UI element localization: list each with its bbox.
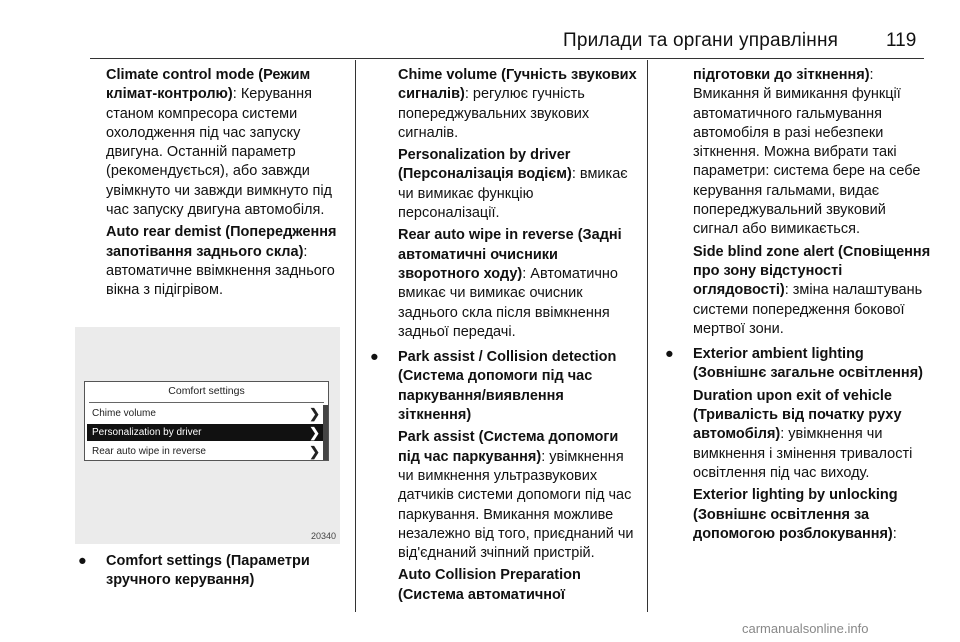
personalization-paragraph [398,146,638,223]
column-1 [106,66,346,304]
auto-collision-paragraph [398,566,638,605]
park-assist-heading: Park assist / Collision detection (Система допомоги під час паркування/виявлення зіткнення) [398,349,617,424]
display-screen [84,381,329,461]
chevron-right-icon: ❯ [309,444,320,459]
menu-row-rear-wipe[interactable] [87,443,324,460]
comfort-settings-figure [75,327,340,544]
menu-row-personalization[interactable] [87,424,324,441]
park-assist-term: Park assist (Система допомоги під час паркування) [398,429,619,465]
screen-title-rule [89,402,324,403]
chevron-right-icon: ❯ [309,406,320,421]
rear-demist-description: : автоматичне ввімкнення заднього вікна з підігрівом. [106,243,335,299]
unlock-lighting-paragraph [693,486,933,544]
column-divider-1 [355,60,356,612]
auto-collision-description: : Вмикання й вимикання функції автоматичного гальмування автомобіля в разі небезпеки зіткнення. Можна вибрати такі параметри: система бере на себе керування гальмами, видає попереджувальний звуковий сигнал або вимикається. [693,67,921,238]
park-assist-paragraph [398,428,638,563]
page-number: 119 [886,30,917,51]
blind-zone-description: : зміна налаштувань системи попередження бокової мертвої зони. [693,282,923,337]
climate-mode-description: : Керування станом компресора системи охолодження під час запуску двигуна. Останній параметр (рекомендується), або завжди увімкнуто чи завжди вимкнуто під час запуску двигуна автомобіля. [106,86,333,219]
chevron-right-icon: ❯ [309,425,320,440]
screen-title: Comfort settings [168,385,245,397]
rear-wipe-description: : Автоматично вмикає чи вимикає очисник заднього скла після ввімкнення задньої передачі. [398,265,618,340]
bullet-item [370,348,638,425]
column-2 [370,66,638,608]
chime-description: : регулює гучність попереджувальних звукових сигналів. [398,86,590,141]
duration-description: : увімкнення чи вимкнення і змінення тривалості освітлення під час виходу. [693,426,913,481]
personalization-term: Personalization by driver (Персоналізація водієм) [398,147,572,183]
chime-term: Chime volume (Гучність звукових сигналів) [398,67,637,103]
menu-row-label: Personalization by driver [92,427,202,438]
unlock-lighting-description: : [892,525,897,542]
exterior-lighting-heading: Exterior ambient lighting (Зовнішнє загальне освітлення) [693,346,923,382]
header-rule [90,58,924,59]
rear-demist-term: Auto rear demist (Попередження запотівання заднього скла) [106,224,337,260]
page-header-title: Прилади та органи управління [563,30,839,51]
unlock-lighting-term: Exterior lighting by unlocking (Зовнішнє освітлення за допомогою розблокування) [693,487,898,542]
duration-term: Duration upon exit of vehicle (Тривалість від початку руху автомобіля) [693,387,902,443]
bullet-item [78,552,346,591]
menu-row-label: Chime volume [92,408,156,419]
park-assist-description: : увімкнення чи вимкнення ультразвукових датчиків системи допомоги під час паркування. Вмикання можливе незалежно від того, приєднаний чи від'єднаний зчіпний пристрій. [398,448,634,562]
bullet-icon: ● [370,349,379,366]
bullet-item [665,345,933,384]
menu-row-chime-volume[interactable] [87,405,324,422]
auto-collision-term: Auto Collision Preparation (Система автоматичної [398,567,581,603]
duration-paragraph [693,387,933,483]
bullet-icon: ● [78,553,87,569]
blind-zone-paragraph [693,243,933,339]
bullet-icon: ● [665,346,674,363]
auto-collision-term-continued: підготовки до зіткнення) [693,67,870,83]
chime-paragraph [398,66,638,143]
rear-wipe-term: Rear auto wipe in reverse (Задні автоматичні очисники зворотного ходу) [398,227,622,282]
climate-mode-paragraph [106,66,346,220]
personalization-description: : вмикає чи вимикає функцію персоналізації. [398,166,628,222]
column-3 [665,66,933,547]
climate-mode-term: Climate control mode (Режим клімат-контролю) [106,67,311,103]
menu-row-label: Rear auto wipe in reverse [92,446,206,457]
menu-scrollbar[interactable] [323,405,328,460]
comfort-settings-term: Comfort settings (Параметри зручного керування) [106,553,310,589]
column-divider-2 [647,60,648,612]
watermark: carmanualsonline.info [742,621,869,636]
blind-zone-term: Side blind zone alert (Сповіщення про зону відстуності оглядовості) [693,243,931,299]
rear-wipe-paragraph [398,226,638,342]
comfort-settings-item [78,552,346,591]
figure-id: 20340 [310,531,336,541]
rear-demist-paragraph [106,223,346,300]
auto-collision-continued [693,66,933,240]
